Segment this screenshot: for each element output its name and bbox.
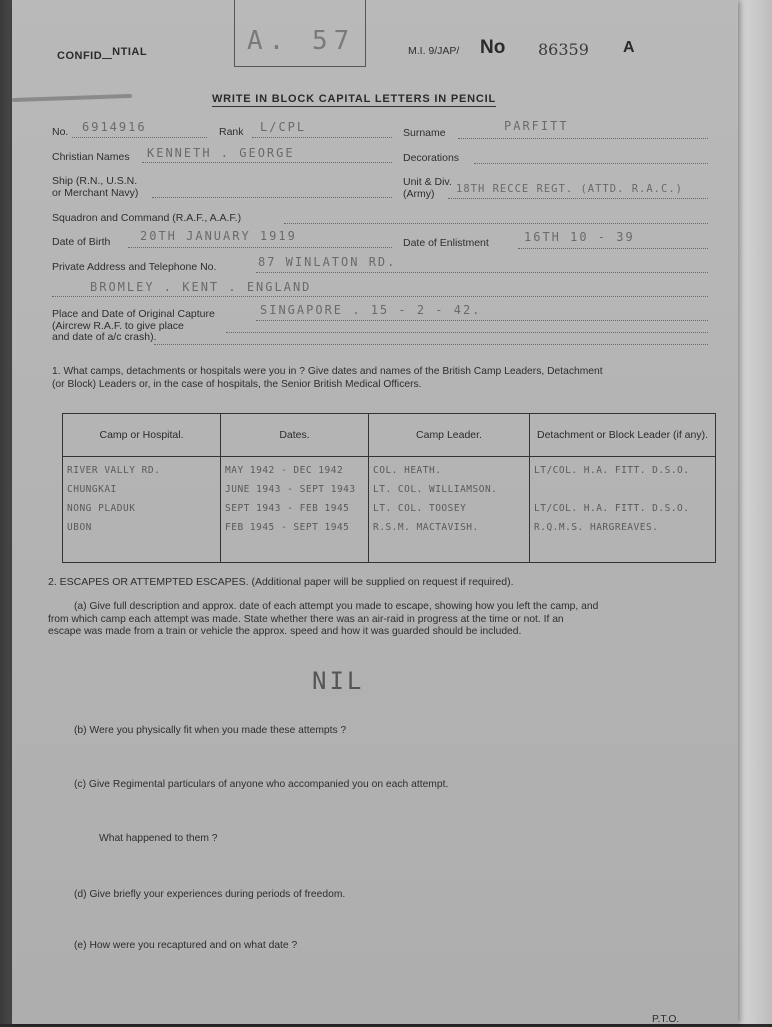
camp-leader: LT. COL. TOOSEY (373, 503, 467, 514)
question-2a-line3: escape was made from a train or vehicle the approx. speed and how it was guarded should be included. (48, 626, 522, 637)
camp-leader: COL. HEATH. (373, 465, 442, 476)
address-line-1 (256, 272, 708, 273)
file-reference-box (234, 0, 366, 67)
squadron-label: Squadron and Command (R.A.F., A.A.F.) (52, 212, 242, 224)
address-value-line2: BROMLEY . KENT . ENGLAND (90, 280, 312, 294)
camp-name: NONG PLADUK (67, 503, 136, 514)
camp-dates: SEPT 1943 - FEB 1945 (225, 503, 350, 514)
ship-label-line1: Ship (R.N., U.S.N. (52, 175, 138, 187)
ship-label (52, 175, 138, 199)
dob-label: Date of Birth (52, 236, 111, 248)
christian-names-line (142, 162, 392, 163)
dates-column (221, 457, 369, 563)
address-label: Private Address and Telephone No. (52, 261, 217, 273)
address-line-2 (52, 296, 708, 297)
capture-label (52, 309, 215, 344)
rank-line (252, 137, 392, 138)
number-mark: No (480, 37, 506, 58)
camps-table (62, 413, 716, 563)
question-2a-line2: from which camp each attempt was made. State whether there was an air-raid in progress at the time or not. If an (48, 613, 564, 625)
address-value-line1: 87 WINLATON RD. (258, 255, 397, 269)
rank-label: Rank (219, 126, 244, 138)
col-camp-header: Camp or Hospital. (63, 414, 221, 457)
enlistment-label: Date of Enlistment (403, 237, 489, 249)
question-1-line2: (or Block) Leaders or, in the case of hospitals, the Senior British Medical Officers. (52, 378, 422, 390)
file-reference: A. 57 (247, 26, 356, 56)
camps-table-header (63, 414, 716, 457)
capture-label-line2: (Aircrew R.A.F. to give place (52, 319, 184, 332)
capture-line-2 (226, 332, 708, 333)
decorations-line (474, 163, 708, 164)
col-dates-header: Dates. (221, 414, 369, 457)
col-leader-header: Camp Leader. (369, 414, 530, 457)
classification-stamp (57, 46, 148, 62)
no-label: No. (52, 126, 69, 138)
dob-line (128, 247, 392, 248)
question-1 (52, 366, 712, 391)
ship-line (152, 197, 392, 198)
detachment-leader: LT/COL. H.A. FITT. D.S.O. (534, 465, 690, 476)
unit-line (448, 198, 708, 199)
camp-dates: JUNE 1943 - SEPT 1943 (225, 484, 356, 495)
leader-column (369, 457, 530, 563)
unit-value: 18TH RECCE REGT. (ATTD. R.A.C.) (456, 183, 683, 195)
unit-label-line2: (Army) (403, 188, 435, 200)
camp-dates: MAY 1942 - DEC 1942 (225, 465, 344, 476)
mi-reference: M.I. 9/JAP/ (408, 45, 460, 57)
series-letter: A (623, 39, 635, 56)
dob-value: 20TH JANUARY 1919 (140, 229, 297, 243)
christian-names-value: KENNETH . GEORGE (147, 146, 295, 160)
pto-marker: P.T.O. (652, 1014, 680, 1025)
capture-line-1 (256, 320, 708, 321)
form-page (12, 0, 738, 1024)
ship-label-line2: or Merchant Navy) (52, 187, 139, 199)
camps-table-body (63, 457, 716, 563)
capture-label-line3: and date of a/c crash). (52, 331, 157, 343)
capture-label-line1: Place and Date of Original Capture (52, 308, 215, 320)
unit-label-line1: Unit & Div. (403, 176, 452, 188)
camp-name: RIVER VALLY RD. (67, 465, 161, 476)
camp-leader: R.S.M. MACTAVISH. (373, 522, 479, 533)
no-line (72, 137, 207, 138)
camp-name: CHUNGKAI (67, 484, 117, 495)
camp-column (63, 457, 221, 563)
detachment-column (530, 457, 716, 563)
detachment-leader (534, 480, 711, 499)
enlistment-line (518, 248, 708, 249)
rank-value: L/CPL (260, 120, 307, 134)
serial-number: 86359 (538, 40, 589, 59)
classification-right: NTIAL (112, 46, 148, 58)
question-2c-follow: What happened to them ? (99, 833, 218, 844)
capture-value: SINGAPORE . 15 - 2 - 42. (260, 303, 482, 317)
question-2d: (d) Give briefly your experiences during periods of freedom. (74, 889, 346, 900)
col-detachment-header: Detachment or Block Leader (if any). (530, 414, 716, 457)
question-2c: (c) Give Regimental particulars of anyone who accompanied you on each attempt. (74, 779, 449, 790)
capture-line-3 (154, 344, 708, 345)
no-value: 6914916 (82, 120, 147, 134)
surname-label: Surname (403, 127, 446, 139)
question-2a (48, 601, 714, 639)
camp-name: UBON (67, 522, 92, 533)
squadron-line (284, 223, 708, 224)
form-instruction: WRITE IN BLOCK CAPITAL LETTERS IN PENCIL (212, 93, 496, 105)
surname-value: PARFITT (504, 119, 569, 133)
question-2a-line1: (a) Give full description and approx. date of each attempt you made to escape, showing how you left the camp, and (74, 601, 599, 612)
detachment-leader: R.Q.M.S. HARGREAVES. (534, 522, 659, 533)
question-2-heading: 2. ESCAPES OR ATTEMPTED ESCAPES. (Additional paper will be supplied on request if required). (48, 576, 514, 588)
enlistment-value: 16TH 10 - 39 (524, 230, 635, 244)
classification-left: CONFID (57, 50, 103, 62)
question-2b: (b) Were you physically fit when you made these attempts ? (74, 725, 347, 736)
question-2a-answer: NIL (312, 667, 365, 695)
question-2e: (e) How were you recaptured and on what date ? (74, 940, 298, 951)
tag-string (12, 94, 132, 102)
camp-dates: FEB 1945 - SEPT 1945 (225, 522, 350, 533)
christian-names-label: Christian Names (52, 151, 130, 163)
decorations-label: Decorations (403, 152, 460, 164)
surname-line (458, 138, 708, 139)
unit-label (403, 176, 452, 200)
detachment-leader: LT/COL. H.A. FITT. D.S.O. (534, 503, 690, 514)
camp-leader: LT. COL. WILLIAMSON. (373, 484, 498, 495)
question-1-line1: 1. What camps, detachments or hospitals were you in ? Give dates and names of the British Camp Leaders, Detachment (52, 366, 603, 377)
